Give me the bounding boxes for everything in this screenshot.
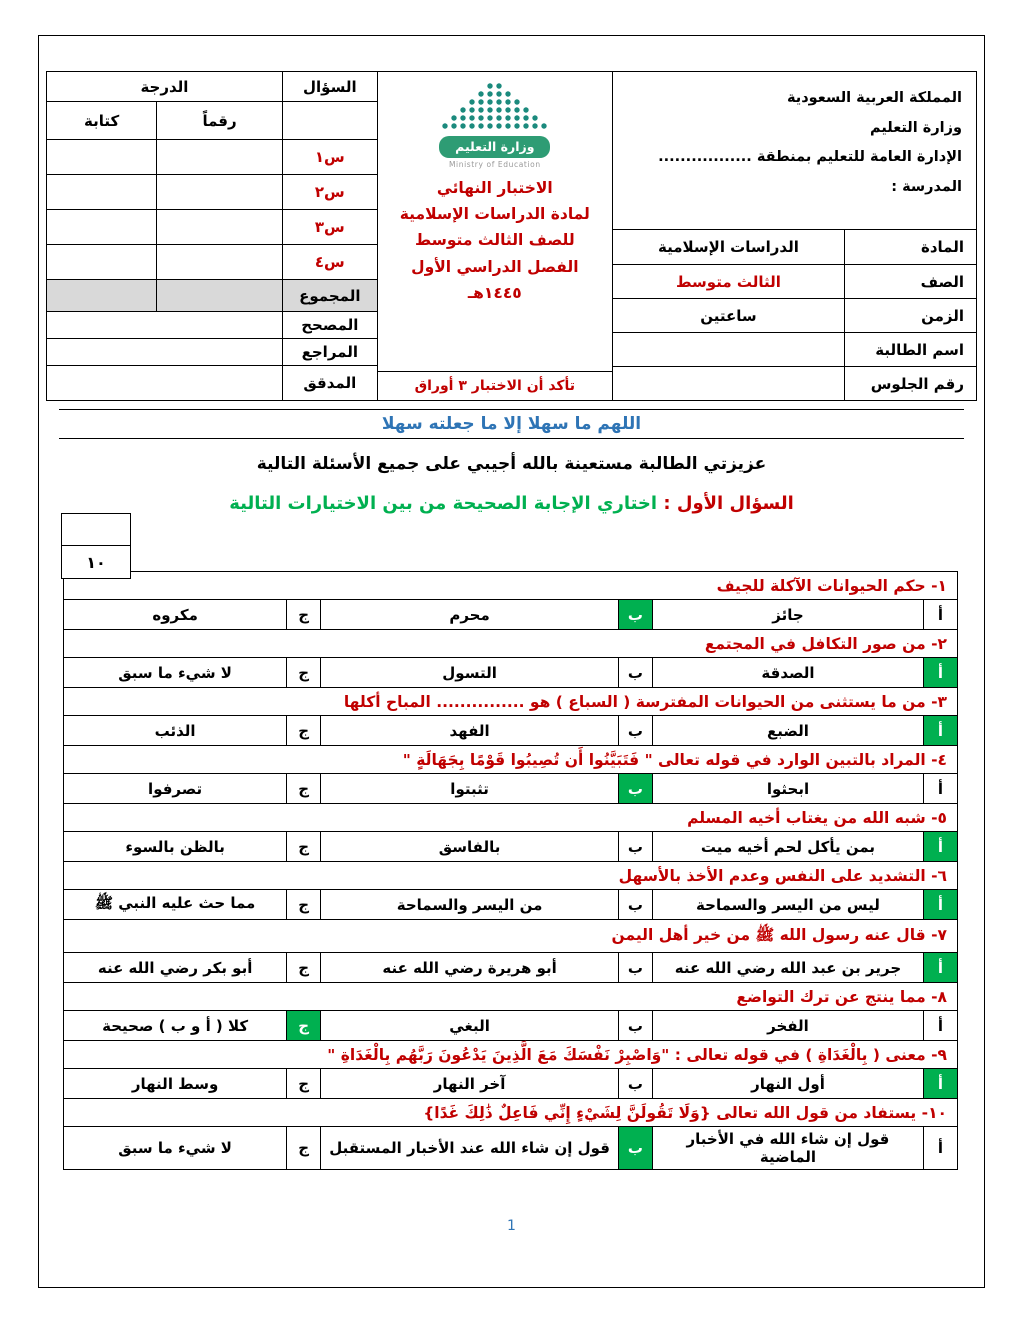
info-label: الزمن: [844, 299, 976, 332]
option-letter: ج: [286, 1127, 320, 1169]
question-block: [63, 1040, 958, 1099]
answer-row: [63, 715, 958, 746]
option-letter: أ: [923, 890, 957, 919]
question-text: ٥- شبه الله من يغتاب أخيه المسلم: [63, 803, 958, 832]
info-value: [613, 367, 844, 400]
exam-header: [46, 71, 977, 401]
info-value: ساعتين: [700, 306, 757, 325]
option-letter: أ: [923, 1011, 957, 1040]
answer-row: [63, 831, 958, 862]
official-blank: [47, 312, 282, 339]
option-text: آخر النهار: [320, 1069, 618, 1098]
official-label-reviewer: المراجع: [282, 339, 377, 366]
option-letter: ج: [286, 774, 320, 803]
question-text: ١٠- يستفاد من قول الله تعالى {وَلَا تَقُولَنَّ لِشَيْءٍ إِنِّي فَاعِلٌ ذَٰلِكَ غَدًا}: [63, 1098, 958, 1127]
grade-blank-cell: [282, 102, 377, 140]
question-text: ٩- معنى ( بِالْغَدَاةِ ) في قوله تعالى : "وَاصْبِرْ نَفْسَكَ مَعَ الَّذِينَ يَدْعُونَ رَبَّهُم بِالْغَدَاةِ ": [63, 1040, 958, 1069]
option-text: من اليسر والسماحة: [320, 890, 618, 919]
score-row-label-s3: س٣: [282, 210, 377, 245]
section-score-box: [61, 513, 131, 579]
option-letter: ب: [618, 1069, 652, 1098]
info-row: [613, 264, 976, 298]
option-text: الذئب: [154, 721, 196, 740]
option-text: ليس من اليسر والسماحة: [652, 890, 923, 919]
papers-count-note: تأكد أن الاختبار ٣ أوراق: [378, 371, 612, 400]
total-cell-numeric: [156, 280, 282, 312]
info-value: الدراسات الإسلامية: [658, 238, 799, 256]
ministry-logo: [378, 72, 612, 169]
grade-written-header: كتابة: [47, 102, 156, 140]
question-text: ٣- من ما يستثنى من الحيوانات المفترسة ( السباع ) هو ............... المباح أكلها: [63, 687, 958, 716]
option-letter: ب: [618, 600, 652, 629]
score-row-label-s4: س٤: [282, 245, 377, 280]
answer-row: [63, 773, 958, 804]
option-text: الفهد: [320, 716, 618, 745]
answer-row: [63, 1126, 958, 1170]
exam-title-line: للصف الثالث متوسط: [414, 231, 575, 250]
score-box-value: ١٠: [61, 546, 131, 579]
answer-row: [63, 1010, 958, 1041]
question-text: ٨- مما ينتج عن ترك التواضع: [63, 982, 958, 1011]
info-label: رقم الجلوس: [844, 367, 976, 400]
question-block: [63, 687, 958, 746]
question-block: [63, 745, 958, 804]
option-text: تصرفوا: [148, 779, 203, 798]
exam-title-block: [378, 175, 612, 307]
score-box-empty: [61, 513, 131, 546]
administration-line: الإدارة العامة للتعليم بمنطقة .................: [658, 149, 962, 166]
exam-title-line: ١٤٤٥هـ: [467, 283, 522, 302]
exam-title-line: الفصل الدراسي الأول: [411, 257, 579, 276]
question-block: [63, 982, 958, 1041]
option-letter: ب: [618, 658, 652, 687]
school-line: المدرسة :: [891, 179, 962, 196]
score-cell-numeric: [156, 175, 282, 210]
option-text: مما حث عليه النبي ﷺ: [94, 893, 256, 912]
grade-question-column-header: السؤال: [282, 72, 377, 102]
info-row: [613, 366, 976, 400]
grade-degree-header: الدرجة: [47, 72, 282, 102]
option-letter: ج: [286, 890, 320, 919]
score-cell-numeric: [156, 210, 282, 245]
question-block: [63, 571, 958, 630]
info-row: [613, 298, 976, 332]
question-block: [63, 919, 958, 983]
ministry-header-block: [613, 72, 976, 230]
option-text: ابحثوا: [652, 774, 923, 803]
option-letter: ب: [618, 890, 652, 919]
official-label-auditor: المدقق: [282, 366, 377, 400]
score-cell-numeric: [156, 140, 282, 175]
official-blank: [47, 339, 282, 366]
ministry-line: وزارة التعليم: [869, 119, 962, 136]
option-letter: أ: [923, 832, 957, 861]
answer-row: [63, 599, 958, 630]
total-cell-written: [47, 280, 156, 312]
option-letter: ج: [286, 716, 320, 745]
grade-table-section: [47, 72, 377, 400]
option-letter: ب: [618, 774, 652, 803]
option-letter: أ: [923, 774, 957, 803]
option-letter: ج: [286, 953, 320, 982]
question-block: [63, 803, 958, 862]
option-letter: ج: [286, 658, 320, 687]
option-letter: أ: [923, 953, 957, 982]
info-value: [613, 333, 844, 366]
ministry-logo-dots-icon: [429, 80, 561, 132]
info-label: اسم الطالبة: [844, 333, 976, 366]
option-text: أبو هريرة رضي الله عنه: [320, 953, 618, 982]
question-block: [63, 1098, 958, 1170]
answer-row: [63, 1068, 958, 1099]
option-letter: ب: [618, 716, 652, 745]
official-blank: [47, 366, 282, 400]
grade-total-label: المجموع: [282, 280, 377, 312]
section-title-red: السؤال الأول :: [663, 493, 794, 514]
option-text: تثبتوا: [320, 774, 618, 803]
option-letter: ب: [618, 832, 652, 861]
exam-title-line: لمادة الدراسات الإسلامية: [399, 204, 590, 223]
question-text: ٦- التشديد على النفس وعدم الأخذ بالأسهل: [63, 861, 958, 890]
option-letter: أ: [923, 600, 957, 629]
info-row: [613, 230, 976, 264]
answer-row: [63, 952, 958, 983]
official-label-corrector: المصحح: [282, 312, 377, 339]
option-letter: ب: [618, 1127, 652, 1169]
option-text: الصدقة: [652, 658, 923, 687]
questions-table: [63, 571, 958, 1170]
option-text: قول إن شاء الله في الأخبار الماضية: [652, 1127, 923, 1169]
kingdom-line: المملكة العربية السعودية: [787, 90, 962, 106]
option-text: لا شيء ما سبق: [118, 1139, 232, 1157]
info-label: الصف: [844, 265, 976, 298]
score-row-label-s1: س١: [282, 140, 377, 175]
option-letter: ج: [286, 1011, 320, 1040]
question-block: [63, 629, 958, 688]
option-text: بالفاسق: [320, 832, 618, 861]
section-title: [39, 493, 984, 514]
score-cell-written: [47, 245, 156, 280]
option-text: أول النهار: [652, 1069, 923, 1098]
grade-numeric-header: رقماً: [156, 102, 282, 140]
option-text: كلا ( أ و ب ) صحيحة: [102, 1016, 249, 1035]
option-letter: أ: [923, 1069, 957, 1098]
info-value: الثالث متوسط: [675, 272, 781, 291]
info-row: [613, 332, 976, 366]
exam-title-section: [377, 72, 612, 400]
score-cell-written: [47, 175, 156, 210]
option-text: بالظن بالسوء: [125, 837, 225, 856]
option-text: البغي: [320, 1011, 618, 1040]
option-letter: أ: [923, 658, 957, 687]
option-letter: ج: [286, 600, 320, 629]
option-text: قول إن شاء الله عند الأخبار المستقبل: [320, 1127, 618, 1169]
answer-row: [63, 657, 958, 688]
question-text: ٧- قال عنه رسول الله ﷺ من خير أهل اليمن: [63, 919, 958, 953]
option-text: جرير بن عبد الله رضي الله عنه: [652, 953, 923, 982]
question-text: ٢- من صور التكافل في المجتمع: [63, 629, 958, 658]
option-letter: ب: [618, 1011, 652, 1040]
option-letter: ج: [286, 1069, 320, 1098]
score-cell-written: [47, 210, 156, 245]
exam-info-rows: [613, 230, 976, 400]
question-text: ١- حكم الحيوانات الآكلة للجيف: [63, 571, 958, 600]
blessing-banner: اللهم ما سهلا إلا ما جعلته سهلا: [59, 409, 964, 439]
school-info-section: [612, 72, 976, 400]
score-cell-written: [47, 140, 156, 175]
option-text: التسول: [320, 658, 618, 687]
score-row-label-s2: س٢: [282, 175, 377, 210]
sheet-border: [38, 35, 985, 1288]
option-text: محرم: [320, 600, 618, 629]
option-text: الضبع: [652, 716, 923, 745]
option-text: وسط النهار: [131, 1074, 219, 1093]
option-text: مكروه: [152, 605, 198, 624]
instruction-text: عزيزتي الطالبة مستعينة بالله أجيبي على جميع الأسئلة التالية: [256, 454, 767, 474]
logo-wordmark: وزارة التعليم: [439, 136, 550, 158]
option-text: الفخر: [652, 1011, 923, 1040]
info-label: المادة: [844, 230, 976, 264]
option-text: لا شيء ما سبق: [118, 663, 232, 682]
option-letter: أ: [923, 1127, 957, 1169]
exam-title-line: الاختبار النهائي: [436, 178, 553, 197]
answer-row: [63, 889, 958, 920]
option-text: بمن يأكل لحم أخيه ميت: [652, 832, 923, 861]
question-text: ٤- المراد بالتبين الوارد في قوله تعالى " فَتَبَيَّنُوا أَن تُصِيبُوا قَوْمًا بِجَهَالَةٍ ": [63, 745, 958, 774]
option-letter: أ: [923, 716, 957, 745]
page-number: 1: [507, 1218, 516, 1234]
option-text: أبو بكر رضي الله عنه: [97, 958, 253, 977]
section-title-green: اختاري الإجابة الصحيحة من بين الاختيارات التالية: [229, 493, 658, 514]
option-letter: ب: [618, 953, 652, 982]
option-letter: ج: [286, 832, 320, 861]
score-cell-numeric: [156, 245, 282, 280]
option-text: جائز: [652, 600, 923, 629]
question-block: [63, 861, 958, 920]
logo-wordmark-en: Ministry of Education: [448, 159, 541, 169]
